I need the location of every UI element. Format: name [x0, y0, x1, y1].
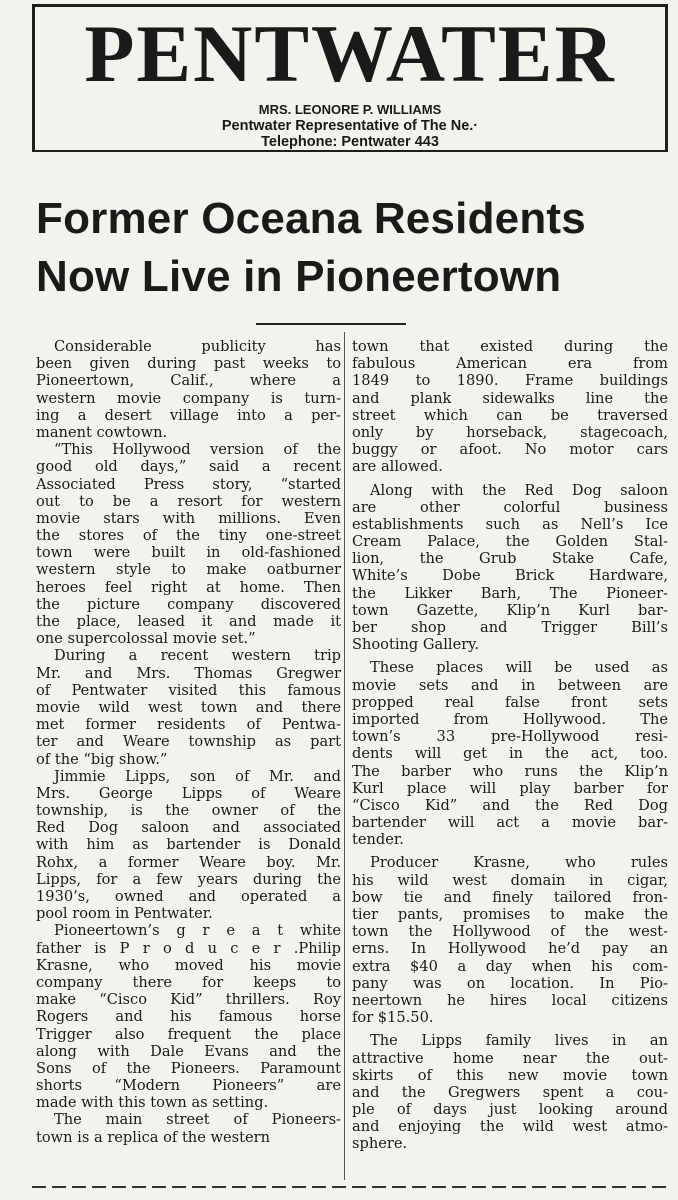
text-line: and plank sidewalks line the: [352, 389, 668, 407]
text-line: the stores of the tiny one-street: [36, 527, 341, 545]
text-line: are other colorful business: [352, 498, 668, 516]
text-line: Mrs. George Lipps of Weare: [36, 784, 341, 802]
text-line: dents will get in the act, too.: [352, 745, 668, 763]
text-line: Mr. and Mrs. Thomas Gregwer: [36, 664, 341, 682]
text-line: town that existed during the: [352, 338, 668, 355]
text-line: Rogers and his famous horse: [36, 1008, 341, 1026]
text-line: Producer Krasne, who rules: [370, 854, 668, 872]
text-line: town the Hollywood of the west-: [352, 923, 668, 941]
text-line: imported from Hollywood. The: [352, 710, 668, 728]
text-line: The main street of Pioneers-: [54, 1111, 341, 1129]
text-line: the place, leased it and made it: [36, 613, 341, 630]
text-line: 1930’s, owned and operated a: [36, 888, 341, 905]
text-line: The Lipps family lives in an: [370, 1032, 668, 1050]
text-line: Kurl place will play barber for: [352, 779, 668, 797]
text-line: bow tie and finely tailored fron-: [352, 888, 668, 906]
text-line: shorts “Modern Pioneers” are: [36, 1077, 341, 1095]
text-line: for $15.50.: [352, 1009, 434, 1027]
text-line: Pioneertown’s g r e a t white: [54, 922, 341, 940]
masthead-box: [32, 4, 668, 152]
clipping-bottom-edge: [32, 1186, 668, 1188]
text-line: fabulous American era from: [352, 355, 668, 373]
masthead-credits: [35, 102, 665, 150]
text-line: father is P r o d u c e r .Philip: [36, 939, 341, 957]
text-line: out to be a resort for western: [36, 492, 341, 510]
text-line: ter and Weare township as part: [36, 733, 341, 751]
text-line: pool room in Pentwater.: [36, 905, 213, 923]
text-line: and enjoying the wild west atmo-: [352, 1118, 668, 1136]
text-line: of the “big show.”: [36, 750, 168, 768]
text-line: made with this town as setting.: [36, 1094, 269, 1112]
text-line: establishments such as Nell’s Ice: [352, 515, 668, 533]
text-line: been given during past weeks to: [36, 355, 341, 373]
text-line: Cream Palace, the Golden Stal-: [352, 533, 668, 551]
text-line: Pioneertown, Calif., where a: [36, 372, 341, 390]
text-line: neertown he hires local citizens: [352, 991, 668, 1009]
text-line: town Gazette, Klip’n Kurl bar-: [352, 601, 668, 619]
text-line: Trigger also frequent the place: [36, 1025, 341, 1043]
text-line: the Likker Barh, The Pioneer-: [352, 584, 668, 602]
text-line: are allowed.: [352, 458, 443, 476]
text-line: his wild west domain in cigar,: [352, 871, 668, 889]
text-line: good old days,” said a recent: [36, 458, 341, 476]
text-line: erns. In Hollywood he’d pay an: [352, 940, 668, 958]
headline-rule: [256, 323, 406, 325]
text-line: of Pentwater visited this famous: [36, 681, 341, 699]
text-line: company there for keeps to: [36, 973, 341, 991]
text-line: skirts of this new movie town: [352, 1066, 668, 1084]
text-line: Rohx, a former Weare boy. Mr.: [36, 853, 341, 871]
text-line: Sons of the Pioneers. Paramount: [36, 1059, 341, 1077]
text-line: ple of days just looking around: [352, 1101, 668, 1119]
text-line: one supercolossal movie set.”: [36, 630, 256, 648]
text-line: sphere.: [352, 1135, 408, 1153]
text-line: pany was on location. In Pio-: [352, 974, 668, 992]
text-line: Jimmie Lipps, son of Mr. and: [54, 767, 341, 785]
representative-role: Pentwater Representative of The Ne.·: [221, 118, 479, 134]
text-line: along with Dale Evans and the: [36, 1042, 341, 1060]
text-line: western style to make oatburner: [36, 561, 341, 579]
text-line: manent cowtown.: [36, 423, 168, 441]
headline-line-2: Now Live in Pioneertown: [36, 252, 562, 301]
text-line: make “Cisco Kid” thrillers. Roy: [36, 991, 341, 1009]
text-line: and the Gregwers spent a cou-: [352, 1083, 668, 1101]
column-divider: [344, 332, 345, 1180]
text-line: Lipps, for a few years during the: [36, 870, 341, 888]
text-line: bartender will act a movie bar-: [352, 814, 668, 832]
text-line: township, is the owner of the: [36, 802, 341, 820]
text-line: tier pants, promises to make the: [352, 906, 668, 923]
text-line: with him as bartender is Donald: [36, 836, 341, 854]
text-line: attractive home near the out-: [352, 1049, 668, 1067]
text-line: “Cisco Kid” and the Red Dog: [352, 796, 668, 814]
text-line: These places will be used as: [370, 659, 668, 677]
representative-name: MRS. LEONORE P. WILLIAMS: [258, 102, 442, 117]
text-line: tender.: [352, 831, 404, 849]
text-line: movie sets and in between are: [352, 676, 668, 694]
text-line: Considerable publicity has: [54, 338, 341, 355]
text-line: movie wild west town and there: [36, 698, 341, 716]
text-line: Krasne, who moved his movie: [36, 956, 341, 974]
text-line: ing a desert village into a per-: [36, 406, 341, 424]
text-line: “This Hollywood version of the: [54, 441, 341, 459]
text-line: town is a replica of the western: [36, 1128, 270, 1146]
text-line: street which can be traversed: [352, 406, 668, 424]
text-line: lion, the Grub Stake Cafe,: [352, 550, 668, 568]
text-line: 1849 to 1890. Frame buildings: [352, 372, 668, 390]
text-line: White’s Dobe Brick Hardware,: [352, 567, 668, 585]
article-column-left: [36, 338, 341, 1146]
text-line: propped real false front sets: [352, 693, 668, 711]
text-line: town’s 33 pre-Hollywood resi-: [352, 728, 668, 746]
text-line: Shooting Gallery.: [352, 636, 480, 654]
text-line: met former residents of Pentwa-: [36, 716, 341, 734]
headline-line-1: Former Oceana Residents: [36, 194, 586, 243]
article-headline: [36, 190, 656, 306]
text-line: heroes feel right at home. Then: [36, 578, 341, 596]
text-line: The barber who runs the Klip’n: [352, 762, 668, 780]
masthead-title: PENTWATER: [84, 8, 616, 99]
text-line: buggy or afoot. No motor cars: [352, 441, 668, 459]
article-column-right: [352, 338, 668, 1153]
text-line: western movie company is turn-: [36, 389, 341, 407]
text-line: During a recent western trip: [54, 647, 341, 665]
text-line: Along with the Red Dog saloon: [370, 481, 668, 499]
text-line: town were built in old-fashioned: [36, 544, 341, 562]
text-line: ber shop and Trigger Bill’s: [352, 619, 668, 636]
text-line: only by horseback, stagecoach,: [352, 423, 668, 441]
text-line: the picture company discovered: [36, 595, 341, 613]
text-line: Red Dog saloon and associated: [36, 819, 341, 837]
text-line: extra $40 a day when his com-: [352, 957, 668, 975]
text-line: movie stars with millions. Even: [36, 509, 341, 527]
telephone-line: Telephone: Pentwater 443: [261, 134, 439, 150]
text-line: Associated Press story, “started: [36, 475, 341, 493]
